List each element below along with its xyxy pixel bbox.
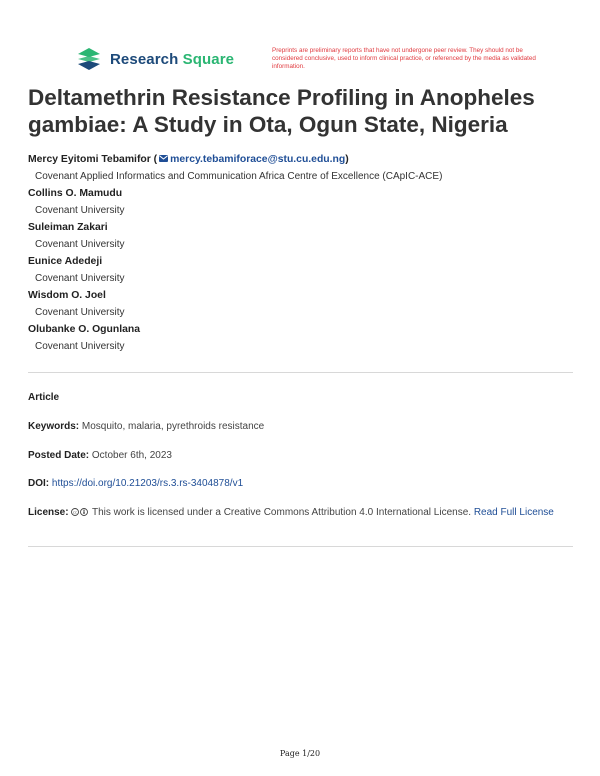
posted-date-row [28, 448, 576, 464]
doi-label: DOI: [28, 478, 50, 489]
article-type-label: Article [28, 392, 60, 403]
logo-wordmark [110, 51, 234, 68]
doi-link[interactable]: https://doi.org/10.21203/rs.3.rs-3404878/v1 [51, 478, 244, 489]
author-affiliation: Covenant University [35, 341, 125, 352]
keywords-value: Mosquito, malaria, pyrethroids resistance [81, 421, 265, 432]
posted-date-label: Posted Date: [28, 450, 90, 461]
license-row [28, 505, 573, 521]
creative-commons-icon [71, 508, 79, 516]
preprint-disclaimer: Preprints are preliminary reports that have not undergone peer review. They should not be considered conclusive, used to inform clinical practice, or referenced by the media as validated information. [272, 47, 536, 71]
doi-row [28, 476, 576, 492]
author-affiliation: Covenant University [35, 205, 125, 216]
keywords-row [28, 419, 576, 435]
author-affiliation: Covenant University [35, 307, 125, 318]
logo-text-research: Research [110, 50, 179, 68]
author-name: Olubanke O. Ogunlana [28, 324, 141, 335]
author-email-link[interactable]: mercy.tebamiforace@stu.cu.edu.ng [170, 154, 346, 165]
author-name: Eunice Adedeji [28, 256, 103, 267]
author-affiliation: Covenant University [35, 239, 125, 250]
author-name: Wisdom O. Joel [28, 290, 106, 301]
author-affiliation: Covenant University [35, 273, 125, 284]
author-item [28, 289, 578, 319]
posted-date-value: October 6th, 2023 [91, 450, 172, 461]
author-item [28, 187, 578, 217]
author-affiliation: Covenant Applied Informatics and Communication Africa Centre of Excellence (CApIC-ACE) [35, 171, 443, 182]
attribution-icon [80, 508, 88, 516]
envelope-icon [159, 155, 168, 162]
research-square-logo[interactable] [76, 47, 234, 71]
author-name: Suleiman Zakari [28, 222, 108, 233]
section-divider [28, 372, 573, 373]
research-square-logo-icon [76, 47, 102, 71]
svg-text:cc: cc [73, 510, 78, 515]
author-item [28, 255, 578, 285]
license-text: This work is licensed under a Creative Commons Attribution 4.0 International License. [91, 507, 472, 518]
page-number: Page 1/20 [279, 749, 321, 758]
author-name: Mercy Eyitomi Tebamifor [28, 154, 151, 165]
author-list [28, 153, 578, 357]
license-label: License: [28, 507, 69, 518]
article-type [28, 390, 576, 406]
paper-title: Deltamethrin Resistance Profiling in Anopheles gambiae: A Study in Ota, Ogun State, Nigeria [28, 85, 535, 137]
author-item [28, 323, 578, 353]
keywords-label: Keywords: [28, 421, 80, 432]
read-full-license-link[interactable]: Read Full License [473, 507, 554, 518]
logo-text-square: Square [182, 50, 235, 68]
author-item [28, 221, 578, 251]
author-name: Collins O. Mamudu [28, 188, 123, 199]
author-item: Mercy Eyitomi Tebamifor ( mercy.tebamiforace@stu.cu.edu.ng) Covenant Applied Informatics and Communication Africa Centre of Excellence (CApIC-ACE) [28, 153, 578, 183]
section-divider [28, 546, 573, 547]
